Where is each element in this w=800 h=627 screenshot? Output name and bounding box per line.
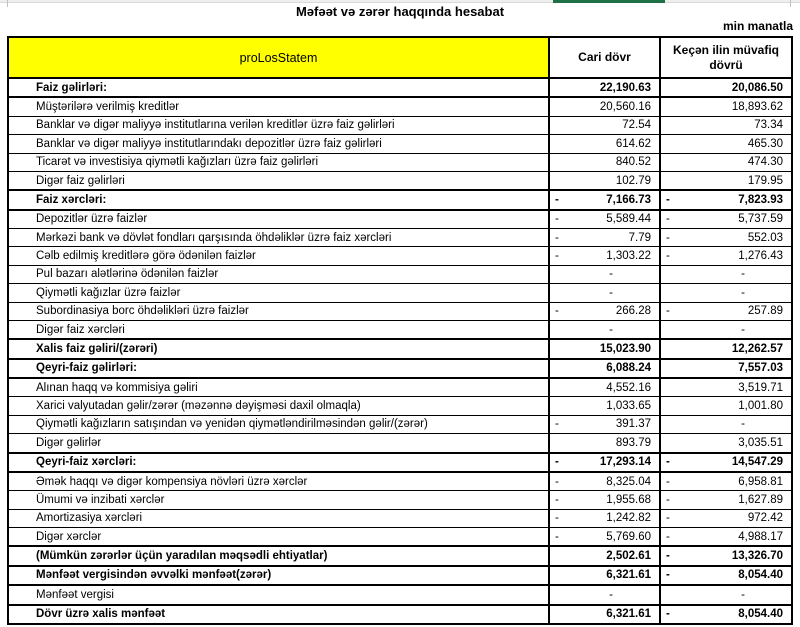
row-current-value (550, 284, 661, 301)
row-label: Qeyri-faiz xərcləri: (9, 454, 550, 471)
empty-value-dash: - (741, 286, 745, 299)
minus-sign: - (555, 530, 559, 543)
minus-sign: - (666, 213, 670, 226)
row-previous-value (661, 98, 791, 115)
row-label: Mənfəət vergisindən əvvəlki mənfəət(zərər) (9, 567, 550, 584)
row-label: Qiymətli kağızlar üzrə faizlər (9, 284, 550, 301)
empty-value-dash: - (741, 418, 745, 431)
amount: 6,088.24 (606, 362, 651, 375)
table-row (9, 189, 791, 208)
minus-sign: - (555, 512, 559, 525)
amount: 20,560.16 (599, 101, 651, 114)
amount: 7,166.73 (606, 193, 651, 206)
row-label: Qeyri-faiz gəlirləri: (9, 360, 550, 377)
amount: 552.03 (747, 231, 783, 244)
row-current-value (550, 266, 661, 283)
minus-sign: - (666, 250, 670, 263)
row-current-value (550, 586, 661, 603)
header-current-period-cell: Cari dövr (550, 38, 661, 77)
table-row (9, 584, 791, 603)
row-current-value (550, 229, 661, 246)
row-label: Digər gəlirlər (9, 434, 550, 451)
minus-sign: - (666, 512, 670, 525)
empty-value-dash: - (609, 286, 613, 299)
row-current-value (550, 98, 661, 115)
table-row (9, 209, 791, 228)
row-previous-value (661, 211, 791, 228)
row-label: Banklar və digər maliyyə institutlarına verilən kreditlər üzrə faiz gəlirləri (9, 117, 550, 134)
amount: 474.30 (747, 156, 783, 169)
empty-value-dash: - (609, 323, 613, 336)
table-row (9, 565, 791, 584)
minus-sign: - (666, 456, 670, 469)
amount: 7,557.03 (738, 362, 783, 375)
row-previous-value (661, 491, 791, 508)
row-previous-value (661, 154, 791, 171)
amount: 12,262.57 (731, 342, 783, 355)
table-row (9, 396, 791, 414)
table-row (9, 320, 791, 338)
row-current-value (550, 434, 661, 451)
empty-value-dash: - (741, 588, 745, 601)
row-previous-value (661, 229, 791, 246)
amount: 3,035.51 (738, 436, 783, 449)
amount: 102.79 (615, 174, 651, 187)
row-previous-value (661, 135, 791, 152)
table-row (9, 228, 791, 246)
row-previous-value (661, 416, 791, 433)
table-row (9, 134, 791, 152)
row-previous-value (661, 397, 791, 414)
amount: 22,190.63 (599, 81, 651, 94)
amount: 972.42 (747, 512, 783, 525)
row-label: Pul bazarı alətlərinə ödənilən faizlər (9, 266, 550, 283)
amount: 20,086.50 (731, 81, 783, 94)
row-current-value (550, 247, 661, 264)
minus-sign: - (555, 213, 559, 226)
spreadsheet-gridline-strip (0, 0, 800, 3)
row-label: Xarici valyutadan gəlir/zərər (məzənnə dəyişməsi daxil olmaqla) (9, 397, 550, 414)
row-label: Ticarət və investisiya qiymətli kağızları üzrə faiz gəlirləri (9, 154, 550, 171)
row-previous-value (661, 473, 791, 490)
amount: 1,033.65 (606, 400, 651, 413)
minus-sign: - (666, 530, 670, 543)
row-label: Digər faiz gəlirləri (9, 172, 550, 189)
row-previous-value (661, 528, 791, 545)
row-current-value (550, 567, 661, 584)
amount: 5,589.44 (606, 213, 651, 226)
header-label-cell: proLosStatem (9, 38, 550, 77)
row-previous-value (661, 379, 791, 396)
row-current-value (550, 321, 661, 338)
row-label: Xalis faiz gəliri/(zərəri) (9, 340, 550, 357)
amount: 4,988.17 (738, 530, 783, 543)
table-row (9, 246, 791, 264)
table-row (9, 338, 791, 357)
row-current-value (550, 191, 661, 208)
header-previous-period-cell: Keçən ilin müvafiq dövrü (672, 42, 780, 72)
amount: 1,303.22 (606, 250, 651, 263)
amount: 7,823.93 (738, 193, 783, 206)
row-label: Mənfəət vergisi (9, 586, 550, 603)
row-previous-value (661, 340, 791, 357)
row-previous-value (661, 284, 791, 301)
row-current-value (550, 379, 661, 396)
minus-sign: - (666, 193, 670, 206)
row-label: Digər faiz xərcləri (9, 321, 550, 338)
row-previous-value (661, 510, 791, 527)
row-label: (Mümkün zərərlər üçün yaradılan məqsədli ehtiyatlar) (9, 547, 550, 564)
row-current-value (550, 606, 661, 623)
minus-sign: - (555, 493, 559, 506)
empty-value-dash: - (741, 323, 745, 336)
amount: 7.79 (628, 231, 651, 244)
row-previous-value (661, 247, 791, 264)
row-label: Dövr üzrə xalis mənfəət (9, 606, 550, 623)
amount: 1,001.80 (738, 400, 783, 413)
row-current-value (550, 79, 661, 96)
table-row (9, 490, 791, 508)
row-previous-value (661, 266, 791, 283)
table-row (9, 358, 791, 377)
amount: 266.28 (615, 305, 651, 318)
amount: 15,023.90 (599, 342, 651, 355)
minus-sign: - (666, 305, 670, 318)
row-previous-value (661, 79, 791, 96)
row-current-value (550, 528, 661, 545)
amount: 6,321.61 (606, 608, 651, 621)
row-current-value (550, 211, 661, 228)
empty-value-dash: - (609, 268, 613, 281)
row-label: Digər xərclər (9, 528, 550, 545)
profit-loss-table (7, 36, 793, 625)
empty-value-dash: - (609, 588, 613, 601)
row-label: Amortizasiya xərcləri (9, 510, 550, 527)
amount: 73.34 (754, 119, 783, 132)
table-row (9, 283, 791, 301)
amount: 257.89 (747, 305, 783, 318)
row-current-value (550, 117, 661, 134)
row-previous-value (661, 434, 791, 451)
row-current-value (550, 303, 661, 320)
row-current-value (550, 547, 661, 564)
minus-sign: - (555, 456, 559, 469)
empty-value-dash: - (741, 268, 745, 281)
row-previous-value (661, 586, 791, 603)
row-previous-value (661, 191, 791, 208)
row-current-value (550, 172, 661, 189)
minus-sign: - (666, 608, 670, 621)
table-row (9, 77, 791, 96)
row-current-value (550, 473, 661, 490)
report-title: Məfəət və zərər haqqında hesabat (295, 4, 505, 19)
table-header-row (9, 38, 791, 77)
row-label: Subordinasiya borc öhdəlikləri üzrə faizlər (9, 303, 550, 320)
row-current-value (550, 135, 661, 152)
row-label: Ümumi və inzibati xərclər (9, 491, 550, 508)
table-row (9, 433, 791, 451)
amount: 6,958.81 (738, 475, 783, 488)
row-previous-value (661, 321, 791, 338)
table-row (9, 471, 791, 490)
minus-sign: - (666, 231, 670, 244)
row-current-value (550, 360, 661, 377)
row-previous-value (661, 606, 791, 623)
row-label: Əmək haqqı və digər kompensiya növləri üzrə xərclər (9, 473, 550, 490)
minus-sign: - (666, 569, 670, 582)
amount: 14,547.29 (731, 456, 783, 469)
table-row (9, 509, 791, 527)
table-row (9, 153, 791, 171)
row-label: Qiymətli kağızların satışından və yenidən qiymətləndirilməsindən gəlir/(zərər) (9, 416, 550, 433)
table-row (9, 452, 791, 471)
amount: 179.95 (747, 174, 783, 187)
row-current-value (550, 491, 661, 508)
minus-sign: - (666, 475, 670, 488)
row-label: Faiz xərcləri: (9, 191, 550, 208)
amount: 18,893.62 (731, 101, 783, 114)
row-previous-value (661, 172, 791, 189)
row-label: Banklar və digər maliyyə institutlarındakı depozitlər üzrə faiz gəlirləri (9, 135, 550, 152)
amount: 4,552.16 (606, 381, 651, 394)
row-label: Faiz gəlirləri: (9, 79, 550, 96)
minus-sign: - (555, 475, 559, 488)
excel-selection-indicator (553, 0, 665, 3)
row-label: Cəlb edilmiş kreditlərə görə ödənilən faizlər (9, 247, 550, 264)
row-current-value (550, 416, 661, 433)
table-row (9, 415, 791, 433)
row-previous-value (661, 454, 791, 471)
amount: 17,293.14 (599, 456, 651, 469)
table-row (9, 545, 791, 564)
table-row (9, 265, 791, 283)
row-previous-value (661, 303, 791, 320)
row-current-value (550, 454, 661, 471)
table-row (9, 171, 791, 189)
row-label: Mərkəzi bank və dövlət fondları qarşısında öhdəliklər üzrə faiz xərcləri (9, 229, 550, 246)
minus-sign: - (666, 493, 670, 506)
table-row (9, 377, 791, 396)
amount: 5,769.60 (606, 530, 651, 543)
amount: 6,321.61 (606, 569, 651, 582)
amount: 3,519.71 (738, 381, 783, 394)
amount: 1,955.68 (606, 493, 651, 506)
minus-sign: - (555, 250, 559, 263)
table-row (9, 527, 791, 545)
row-previous-value (661, 360, 791, 377)
minus-sign: - (666, 550, 670, 563)
minus-sign: - (555, 305, 559, 318)
amount: 8,325.04 (606, 475, 651, 488)
row-current-value (550, 340, 661, 357)
row-current-value (550, 154, 661, 171)
amount: 72.54 (622, 119, 651, 132)
amount: 1,627.89 (738, 493, 783, 506)
amount: 391.37 (615, 418, 651, 431)
table-row (9, 604, 791, 623)
amount: 8,054.40 (738, 569, 783, 582)
row-previous-value (661, 547, 791, 564)
amount: 5,737.59 (738, 213, 783, 226)
amount: 614.62 (615, 137, 651, 150)
row-label: Alınan haqq və kommisiya gəliri (9, 379, 550, 396)
amount: 2,502.61 (606, 550, 651, 563)
minus-sign: - (555, 231, 559, 244)
table-row (9, 302, 791, 320)
row-current-value (550, 510, 661, 527)
amount: 893.79 (615, 436, 651, 449)
row-label: Müştərilərə verilmiş kreditlər (9, 98, 550, 115)
amount: 465.30 (747, 137, 783, 150)
amount: 840.52 (615, 156, 651, 169)
minus-sign: - (555, 418, 559, 431)
minus-sign: - (555, 193, 559, 206)
row-previous-value (661, 567, 791, 584)
row-label: Depozitlər üzrə faizlər (9, 211, 550, 228)
amount: 1,276.43 (738, 250, 783, 263)
amount: 1,242.82 (606, 512, 651, 525)
unit-note: min manatla (722, 19, 793, 33)
row-current-value (550, 397, 661, 414)
row-previous-value (661, 117, 791, 134)
table-row (9, 96, 791, 115)
amount: 8,054.40 (738, 608, 783, 621)
table-row (9, 116, 791, 134)
amount: 13,326.70 (731, 550, 783, 563)
